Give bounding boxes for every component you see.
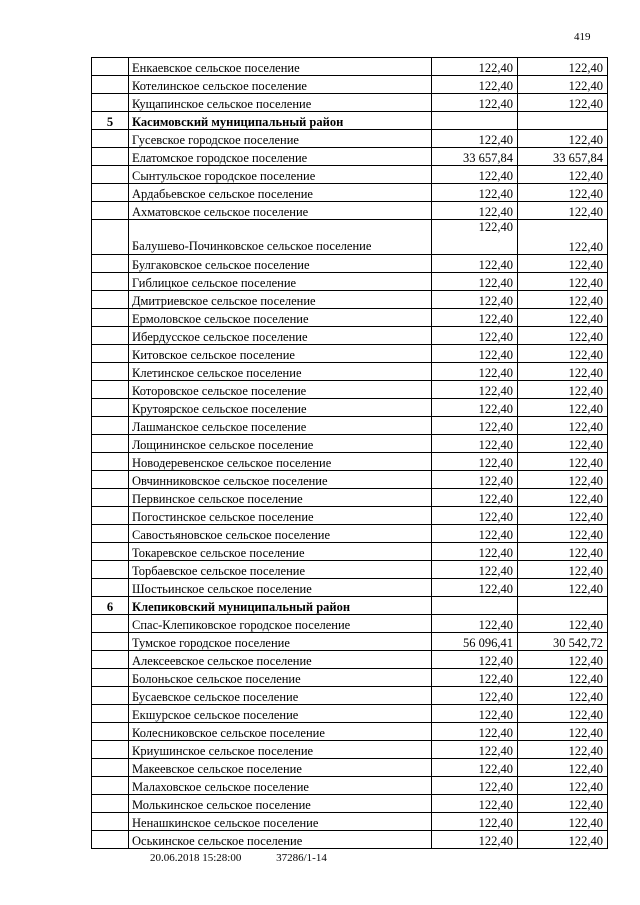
settlement-name-cell: Колесниковское сельское поселение — [129, 723, 432, 741]
table-row — [92, 255, 608, 273]
value-2-cell: 122,40 — [518, 273, 608, 291]
row-number-cell — [92, 130, 129, 148]
settlement-name-cell: Енкаевское сельское поселение — [129, 58, 432, 76]
value-1-cell: 122,40 — [432, 453, 518, 471]
value-2-cell: 122,40 — [518, 202, 608, 220]
row-number-cell — [92, 184, 129, 202]
settlement-name-cell: Кущапинское сельское поселение — [129, 94, 432, 112]
value-1-cell: 122,40 — [432, 309, 518, 327]
settlements-table — [91, 57, 608, 849]
value-2-cell: 122,40 — [518, 363, 608, 381]
settlement-name-cell: Клепиковский муниципальный район — [129, 597, 432, 615]
value-2-cell: 122,40 — [518, 94, 608, 112]
table-row — [92, 507, 608, 525]
row-number-cell — [92, 525, 129, 543]
value-1-cell: 122,40 — [432, 58, 518, 76]
row-number-cell — [92, 399, 129, 417]
value-1-cell: 122,40 — [432, 471, 518, 489]
row-number-cell — [92, 166, 129, 184]
table-row — [92, 363, 608, 381]
settlement-name-cell: Бусаевское сельское поселение — [129, 687, 432, 705]
row-number-cell — [92, 561, 129, 579]
settlement-name-cell: Лощининское сельское поселение — [129, 435, 432, 453]
row-number-cell: 6 — [92, 597, 129, 615]
table-row — [92, 633, 608, 651]
table-row — [92, 759, 608, 777]
value-1-cell: 122,40 — [432, 381, 518, 399]
row-number-cell — [92, 363, 129, 381]
value-2-cell: 122,40 — [518, 741, 608, 759]
table-row — [92, 202, 608, 220]
value-2-cell: 122,40 — [518, 489, 608, 507]
row-number-cell — [92, 507, 129, 525]
table-row — [92, 795, 608, 813]
value-2-cell: 122,40 — [518, 166, 608, 184]
settlement-name-cell: Дмитриевское сельское поселение — [129, 291, 432, 309]
value-2-cell: 122,40 — [518, 759, 608, 777]
settlement-name-cell: Погостинское сельское поселение — [129, 507, 432, 525]
value-1-cell — [432, 112, 518, 130]
settlement-name-cell: Ненашкинское сельское поселение — [129, 813, 432, 831]
settlement-name-cell: Криушинское сельское поселение — [129, 741, 432, 759]
row-number-cell — [92, 759, 129, 777]
value-1-cell: 122,40 — [432, 705, 518, 723]
table-row — [92, 166, 608, 184]
value-1-cell: 122,40 — [432, 777, 518, 795]
table-row — [92, 273, 608, 291]
settlement-name-cell: Касимовский муниципальный район — [129, 112, 432, 130]
row-number-cell — [92, 795, 129, 813]
table-row — [92, 669, 608, 687]
value-2-cell: 122,40 — [518, 687, 608, 705]
value-1-cell: 122,40 — [432, 291, 518, 309]
row-number-cell — [92, 76, 129, 94]
row-number-cell — [92, 489, 129, 507]
value-2-cell: 122,40 — [518, 543, 608, 561]
settlement-name-cell: Ермоловское сельское поселение — [129, 309, 432, 327]
value-2-cell: 122,40 — [518, 58, 608, 76]
row-number-cell — [92, 327, 129, 345]
row-number-cell — [92, 435, 129, 453]
value-2-cell: 122,40 — [518, 291, 608, 309]
table-row — [92, 705, 608, 723]
value-2-cell: 122,40 — [518, 381, 608, 399]
value-1-cell: 122,40 — [432, 417, 518, 435]
value-2-cell: 122,40 — [518, 184, 608, 202]
value-1-cell: 122,40 — [432, 345, 518, 363]
value-1-cell: 122,40 — [432, 687, 518, 705]
row-number-cell — [92, 669, 129, 687]
value-1-cell: 122,40 — [432, 723, 518, 741]
value-2-cell — [518, 597, 608, 615]
value-2-cell: 122,40 — [518, 705, 608, 723]
value-2-cell: 122,40 — [518, 255, 608, 273]
row-number-cell — [92, 148, 129, 166]
table-section-header-row — [92, 112, 608, 130]
value-1-cell: 122,40 — [432, 220, 518, 255]
value-2-cell: 122,40 — [518, 777, 608, 795]
table-row — [92, 94, 608, 112]
value-1-cell: 122,40 — [432, 507, 518, 525]
value-1-cell: 122,40 — [432, 543, 518, 561]
settlement-name-cell: Оськинское сельское поселение — [129, 831, 432, 849]
table-row — [92, 489, 608, 507]
row-number-cell — [92, 777, 129, 795]
value-2-cell: 122,40 — [518, 453, 608, 471]
footer-timestamp: 20.06.2018 15:28:00 — [150, 852, 242, 864]
row-number-cell — [92, 417, 129, 435]
value-2-cell: 122,40 — [518, 615, 608, 633]
value-2-cell: 122,40 — [518, 76, 608, 94]
row-number-cell — [92, 471, 129, 489]
value-2-cell: 122,40 — [518, 795, 608, 813]
value-1-cell: 122,40 — [432, 76, 518, 94]
value-1-cell: 122,40 — [432, 184, 518, 202]
row-number-cell — [92, 453, 129, 471]
page-number: 419 — [574, 31, 591, 43]
settlement-name-cell: Шостьинское сельское поселение — [129, 579, 432, 597]
value-2-cell: 122,40 — [518, 813, 608, 831]
value-2-cell: 122,40 — [518, 651, 608, 669]
value-1-cell: 122,40 — [432, 525, 518, 543]
value-1-cell: 122,40 — [432, 363, 518, 381]
value-1-cell: 122,40 — [432, 759, 518, 777]
value-2-cell: 122,40 — [518, 435, 608, 453]
settlement-name-cell: Овчинниковское сельское поселение — [129, 471, 432, 489]
settlement-name-cell: Которовское сельское поселение — [129, 381, 432, 399]
row-number-cell — [92, 705, 129, 723]
settlement-name-cell: Спас-Клепиковское городское поселение — [129, 615, 432, 633]
row-number-cell: 5 — [92, 112, 129, 130]
settlement-name-cell: Крутоярское сельское поселение — [129, 399, 432, 417]
value-1-cell: 122,40 — [432, 831, 518, 849]
value-2-cell: 30 542,72 — [518, 633, 608, 651]
value-1-cell: 122,40 — [432, 669, 518, 687]
table-row — [92, 543, 608, 561]
settlement-name-cell: Лашманское сельское поселение — [129, 417, 432, 435]
value-1-cell: 122,40 — [432, 399, 518, 417]
row-number-cell — [92, 813, 129, 831]
value-2-cell: 122,40 — [518, 561, 608, 579]
value-2-cell: 122,40 — [518, 525, 608, 543]
settlement-name-cell: Гусевское городское поселение — [129, 130, 432, 148]
settlement-name-cell: Котелинское сельское поселение — [129, 76, 432, 94]
settlement-name-cell: Болоньское сельское поселение — [129, 669, 432, 687]
value-2-cell: 122,40 — [518, 417, 608, 435]
settlement-name-cell: Савостьяновское сельское поселение — [129, 525, 432, 543]
row-number-cell — [92, 615, 129, 633]
table-row — [92, 615, 608, 633]
settlement-name-cell: Молькинское сельское поселение — [129, 795, 432, 813]
value-2-cell: 122,40 — [518, 471, 608, 489]
value-1-cell: 122,40 — [432, 489, 518, 507]
row-number-cell — [92, 273, 129, 291]
value-1-cell: 122,40 — [432, 166, 518, 184]
table-row — [92, 651, 608, 669]
value-1-cell: 122,40 — [432, 561, 518, 579]
value-1-cell: 56 096,41 — [432, 633, 518, 651]
value-2-cell: 122,40 — [518, 831, 608, 849]
value-1-cell: 122,40 — [432, 651, 518, 669]
table-row — [92, 453, 608, 471]
settlement-name-cell: Торбаевское сельское поселение — [129, 561, 432, 579]
row-number-cell — [92, 202, 129, 220]
value-1-cell: 122,40 — [432, 813, 518, 831]
value-1-cell: 122,40 — [432, 255, 518, 273]
value-1-cell: 122,40 — [432, 327, 518, 345]
value-1-cell: 122,40 — [432, 273, 518, 291]
row-number-cell — [92, 831, 129, 849]
value-2-cell: 122,40 — [518, 327, 608, 345]
value-1-cell: 122,40 — [432, 579, 518, 597]
table-section-header-row — [92, 597, 608, 615]
settlement-name-cell: Балушево-Починковское сельское поселение — [129, 220, 432, 255]
row-number-cell — [92, 309, 129, 327]
row-number-cell — [92, 58, 129, 76]
table-row — [92, 130, 608, 148]
table-row — [92, 399, 608, 417]
table-body — [92, 58, 608, 849]
table-row — [92, 148, 608, 166]
settlement-name-cell: Сынтульское городское поселение — [129, 166, 432, 184]
value-2-cell: 122,40 — [518, 507, 608, 525]
table-row — [92, 327, 608, 345]
value-1-cell: 122,40 — [432, 94, 518, 112]
table-row — [92, 381, 608, 399]
value-2-cell: 122,40 — [518, 220, 608, 255]
value-2-cell: 122,40 — [518, 345, 608, 363]
table-row — [92, 417, 608, 435]
settlement-name-cell: Китовское сельское поселение — [129, 345, 432, 363]
value-1-cell: 122,40 — [432, 795, 518, 813]
table-row — [92, 345, 608, 363]
row-number-cell — [92, 94, 129, 112]
table-row — [92, 579, 608, 597]
value-2-cell — [518, 112, 608, 130]
table-row — [92, 76, 608, 94]
table-row — [92, 777, 608, 795]
settlement-name-cell: Екшурское сельское поселение — [129, 705, 432, 723]
row-number-cell — [92, 579, 129, 597]
table-row — [92, 525, 608, 543]
value-1-cell: 33 657,84 — [432, 148, 518, 166]
settlement-name-cell: Токаревское сельское поселение — [129, 543, 432, 561]
settlement-name-cell: Ибердусское сельское поселение — [129, 327, 432, 345]
settlement-name-cell: Малаховское сельское поселение — [129, 777, 432, 795]
settlement-name-cell: Алексеевское сельское поселение — [129, 651, 432, 669]
row-number-cell — [92, 381, 129, 399]
value-1-cell — [432, 597, 518, 615]
row-number-cell — [92, 651, 129, 669]
value-2-cell: 122,40 — [518, 399, 608, 417]
table-row — [92, 184, 608, 202]
table-row — [92, 58, 608, 76]
table-row — [92, 309, 608, 327]
row-number-cell — [92, 741, 129, 759]
table-row — [92, 831, 608, 849]
table-row — [92, 471, 608, 489]
settlement-name-cell: Тумское городское поселение — [129, 633, 432, 651]
footer — [150, 852, 327, 864]
settlement-name-cell: Елатомское городское поселение — [129, 148, 432, 166]
row-number-cell — [92, 255, 129, 273]
row-number-cell — [92, 345, 129, 363]
table-row — [92, 813, 608, 831]
table-row — [92, 435, 608, 453]
table-row — [92, 561, 608, 579]
table-row — [92, 741, 608, 759]
settlement-name-cell: Клетинское сельское поселение — [129, 363, 432, 381]
row-number-cell — [92, 633, 129, 651]
value-2-cell: 122,40 — [518, 723, 608, 741]
footer-doc-id: 37286/1-14 — [276, 852, 327, 864]
value-1-cell: 122,40 — [432, 130, 518, 148]
row-number-cell — [92, 543, 129, 561]
row-number-cell — [92, 687, 129, 705]
value-1-cell: 122,40 — [432, 202, 518, 220]
value-2-cell: 122,40 — [518, 669, 608, 687]
table-row — [92, 220, 608, 255]
settlement-name-cell: Ахматовское сельское поселение — [129, 202, 432, 220]
settlement-name-cell: Гиблицкое сельское поселение — [129, 273, 432, 291]
value-1-cell: 122,40 — [432, 435, 518, 453]
settlement-name-cell: Макеевское сельское поселение — [129, 759, 432, 777]
row-number-cell — [92, 723, 129, 741]
settlement-name-cell: Ардабьевское сельское поселение — [129, 184, 432, 202]
value-2-cell: 122,40 — [518, 309, 608, 327]
value-2-cell: 122,40 — [518, 579, 608, 597]
settlement-name-cell: Первинское сельское поселение — [129, 489, 432, 507]
value-2-cell: 33 657,84 — [518, 148, 608, 166]
table-row — [92, 723, 608, 741]
value-1-cell: 122,40 — [432, 741, 518, 759]
table-row — [92, 687, 608, 705]
value-1-cell: 122,40 — [432, 615, 518, 633]
row-number-cell — [92, 291, 129, 309]
settlement-name-cell: Новодеревенское сельское поселение — [129, 453, 432, 471]
table-row — [92, 291, 608, 309]
value-2-cell: 122,40 — [518, 130, 608, 148]
row-number-cell — [92, 220, 129, 255]
settlement-name-cell: Булгаковское сельское поселение — [129, 255, 432, 273]
